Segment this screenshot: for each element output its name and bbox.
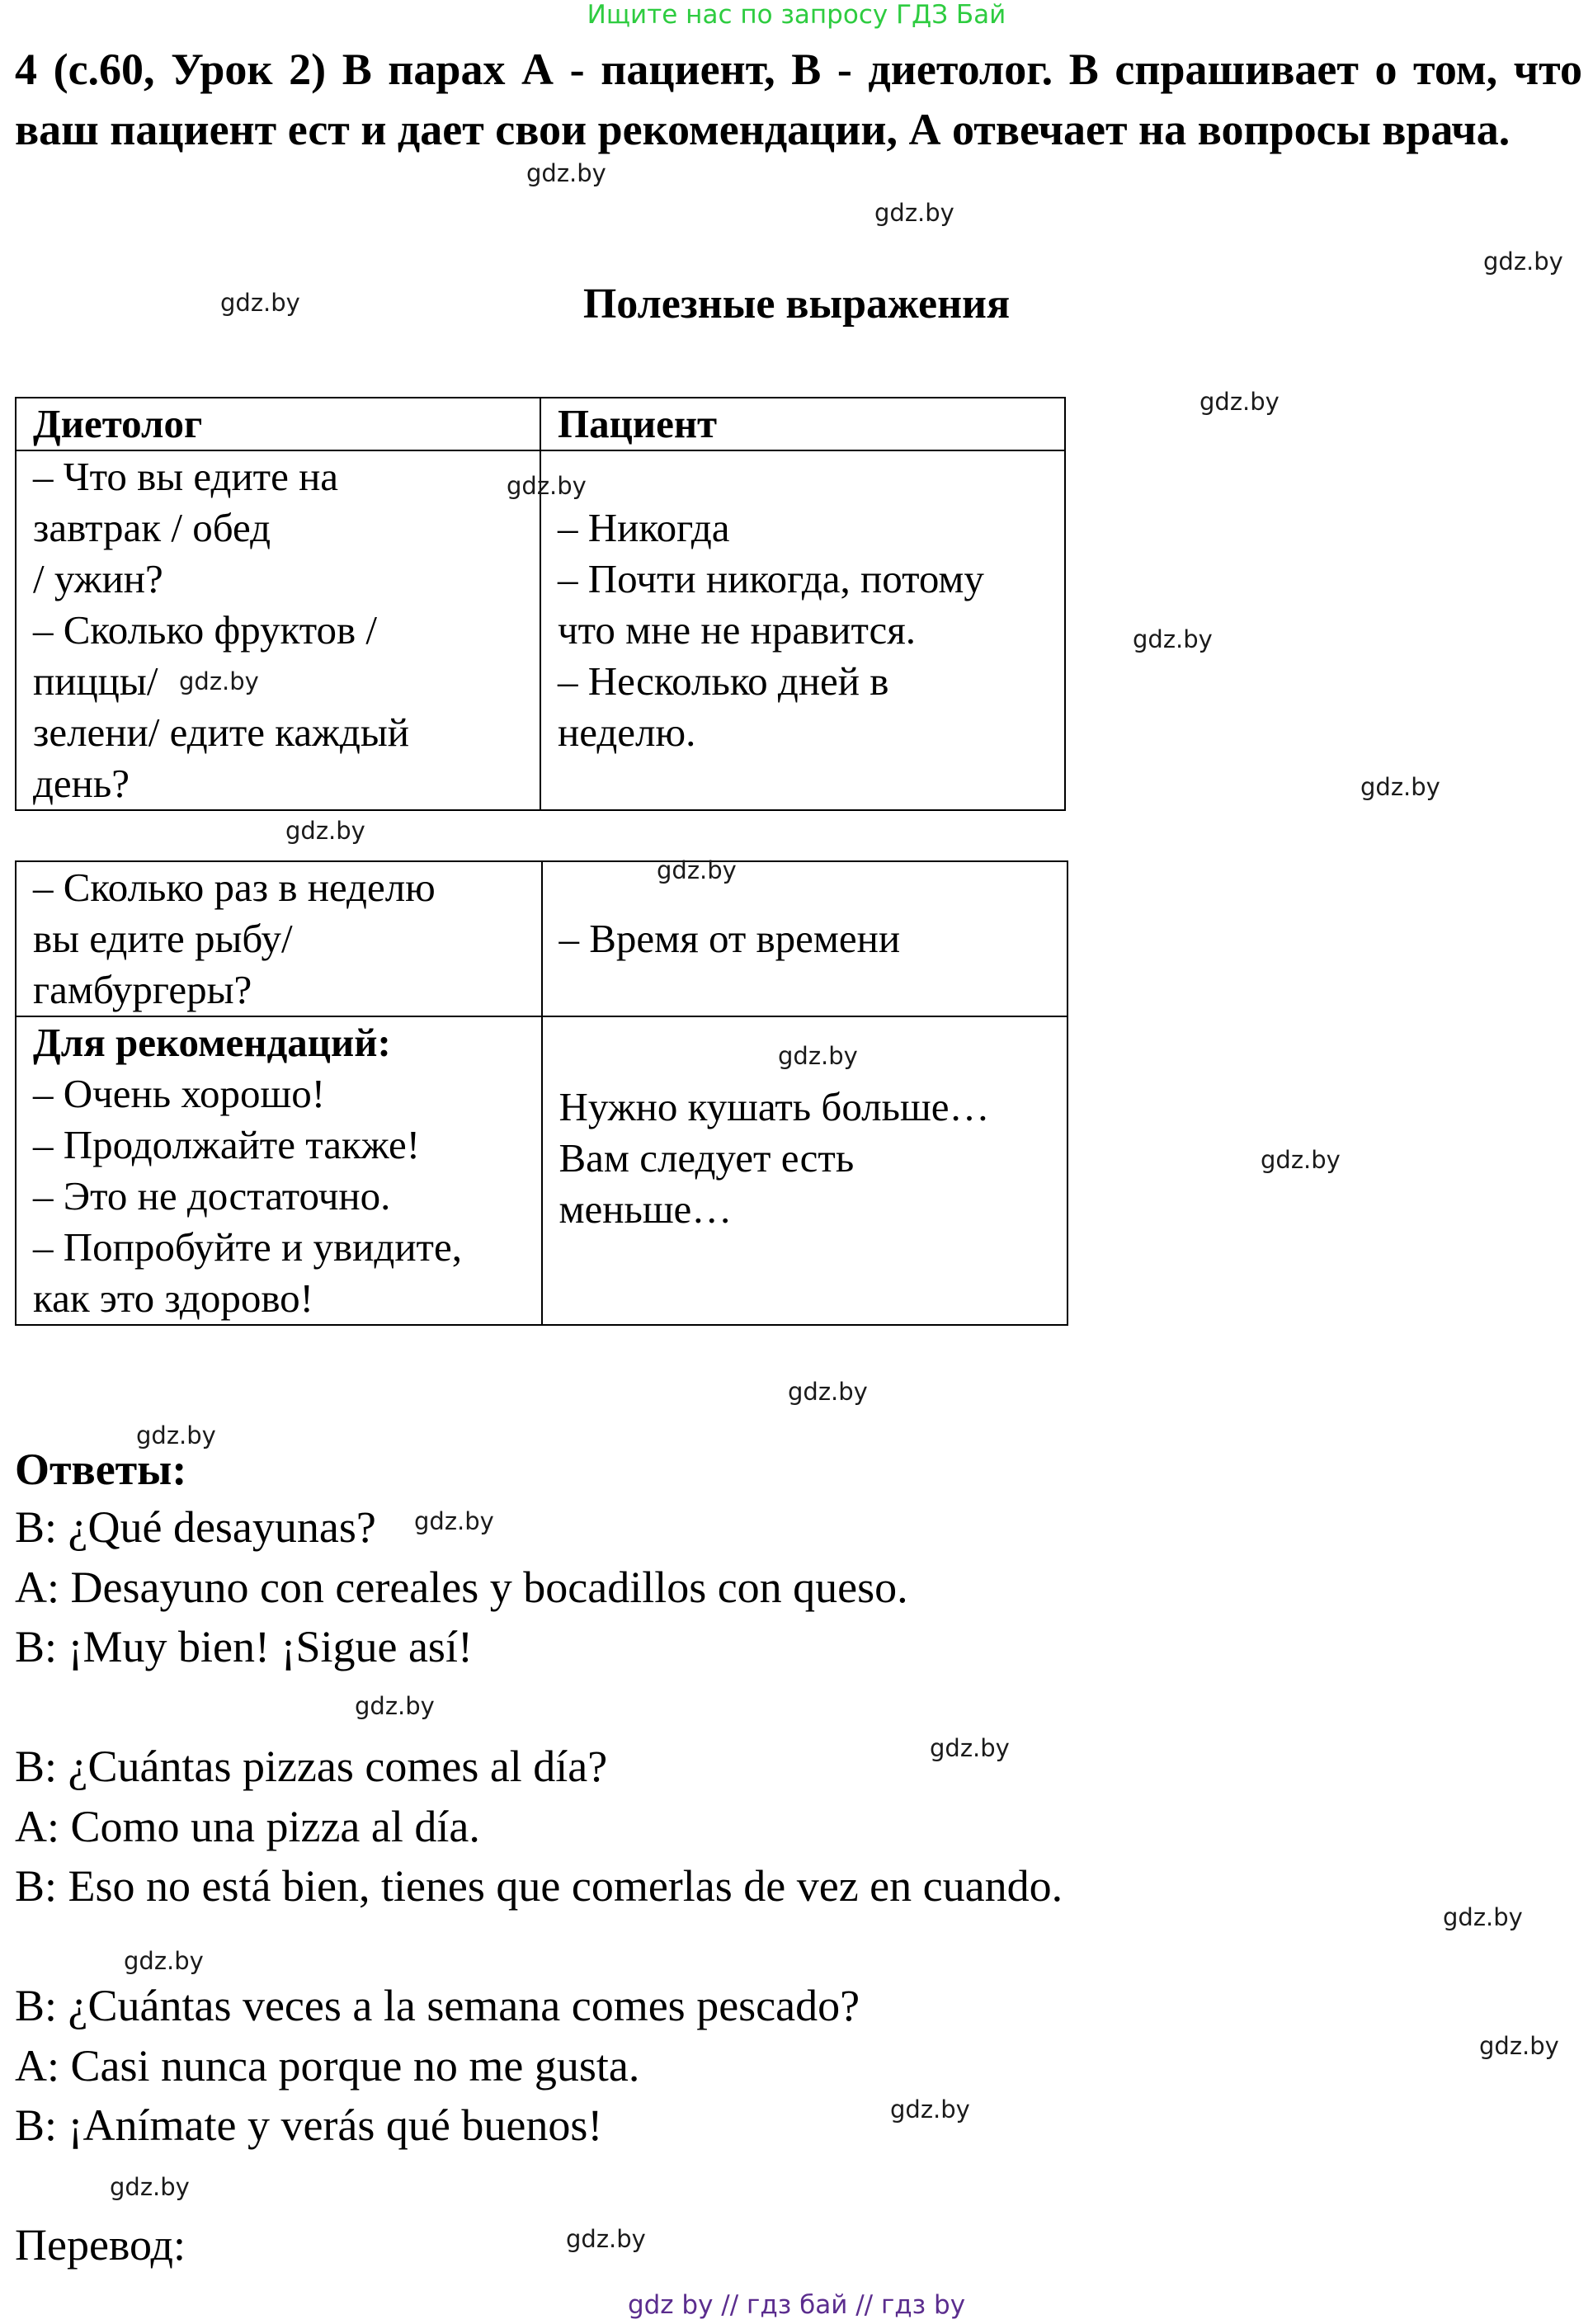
watermark: gdz.by <box>1360 773 1440 801</box>
watermark: gdz.by <box>788 1378 868 1406</box>
table-line: – Никогда <box>558 505 730 550</box>
watermark: gdz.by <box>1261 1146 1341 1174</box>
table-line: – Попробуйте и увидите, <box>33 1224 462 1270</box>
table-title: Полезные выражения <box>582 280 1011 328</box>
watermark: gdz.by <box>1483 247 1563 276</box>
table-line: завтрак / обед <box>33 505 271 550</box>
watermark: gdz.by <box>110 2173 190 2201</box>
dialogue-line: B: ¿Cuántas pizzas comes al día? <box>15 1742 608 1791</box>
recommendations-header: Для рекомендаций: <box>33 1020 391 1065</box>
recommendations-cell <box>16 1016 542 1325</box>
table-line: гамбургеры? <box>33 967 252 1012</box>
watermark: gdz.by <box>136 1421 216 1450</box>
watermark: gdz.by <box>930 1734 1010 1762</box>
table-line: – Время от времени <box>558 916 901 961</box>
watermark: gdz.by <box>220 289 300 317</box>
table-line: неделю. <box>558 709 696 755</box>
table-line: как это здорово! <box>33 1275 313 1321</box>
watermark: gdz.by <box>507 472 587 500</box>
dialogue-line: B: Eso no está bien, tienes que comerlas de vez en cuando. <box>15 1861 1063 1911</box>
watermark: gdz.by <box>566 2225 646 2253</box>
dietologist-phrases-cell <box>16 861 542 1016</box>
table-row <box>16 1016 1067 1325</box>
header-patient: Пациент <box>540 398 1065 450</box>
watermark: gdz.by <box>657 856 737 884</box>
watermark: gdz.by <box>778 1042 858 1070</box>
watermark: gdz.by <box>526 159 606 187</box>
translation-title: Перевод: <box>15 2220 186 2270</box>
table-line: / ужин? <box>33 556 163 601</box>
dietologist-phrases-cell <box>16 450 540 810</box>
table-row <box>16 450 1065 810</box>
table-line: – Что вы едите на <box>33 454 339 499</box>
dialogue-line: B: ¡Anímate y verás qué buenos! <box>15 2100 603 2150</box>
dialogue-line: B: ¿Cuántas veces a la semana comes pescado? <box>15 1981 860 2030</box>
phrases-table-1 <box>15 397 1066 811</box>
dialogue-line: A: Casi nunca porque no me gusta. <box>15 2041 640 2091</box>
top-banner[interactable]: Ищите нас по запросу ГДЗ Бай <box>587 0 1006 30</box>
phrases-table-2 <box>15 860 1068 1326</box>
table-line: – Почти никогда, потому <box>558 556 984 601</box>
table-line: пиццы/ <box>33 658 158 704</box>
patient-phrases-cell <box>540 450 1065 810</box>
patient-phrases-cell <box>542 861 1068 1016</box>
table-line: Вам следует есть <box>558 1135 855 1181</box>
watermark: gdz.by <box>874 199 954 227</box>
table-header-row <box>16 398 1065 450</box>
table-line: – Несколько дней в <box>558 658 889 704</box>
watermark: gdz.by <box>414 1507 494 1535</box>
table-line: – Сколько раз в неделю <box>33 865 436 910</box>
table-line: вы едите рыбу/ <box>33 916 293 961</box>
watermark: gdz.by <box>179 667 259 695</box>
table-row <box>16 861 1067 1016</box>
watermark: gdz.by <box>285 817 365 845</box>
watermark: gdz.by <box>1199 388 1280 416</box>
watermark: gdz.by <box>1133 625 1213 653</box>
table-line: – Продолжайте также! <box>33 1122 421 1167</box>
dialogue-line: B: ¿Qué desayunas? <box>15 1502 376 1552</box>
header-dietologist: Диетолог <box>16 398 540 450</box>
table-line: Нужно кушать больше… <box>558 1084 990 1129</box>
watermark: gdz.by <box>890 2095 970 2124</box>
table-line: – Сколько фруктов / <box>33 607 378 653</box>
dialogue-line: A: Como una pizza al día. <box>15 1802 480 1851</box>
table-line: – Очень хорошо! <box>33 1071 326 1116</box>
table-line: зелени/ едите каждый <box>33 709 410 755</box>
table-line: что мне не нравится. <box>558 607 916 653</box>
watermark: gdz.by <box>1443 1903 1523 1931</box>
table-line: – Это не достаточно. <box>33 1173 391 1219</box>
watermark: gdz.by <box>124 1947 204 1975</box>
watermark: gdz.by <box>1479 2032 1559 2060</box>
dialogue-line: B: ¡Muy bien! ¡Sigue así! <box>15 1622 473 1671</box>
bottom-links[interactable]: gdz by // гдз бай // гдз by <box>627 2290 966 2320</box>
task-heading: 4 (с.60, Урок 2) В парах А - пациент, В - диетолог. В спрашивает о том, что ваш пациент ест и дает свои рекомендации, А отвечает на вопросы врача. <box>15 45 1582 154</box>
watermark: gdz.by <box>355 1692 435 1720</box>
table-line: меньше… <box>558 1186 733 1232</box>
answers-title: Ответы: <box>15 1445 187 1494</box>
dialogue-line: A: Desayuno con cereales y bocadillos con queso. <box>15 1563 908 1612</box>
table-line: день? <box>33 761 130 806</box>
